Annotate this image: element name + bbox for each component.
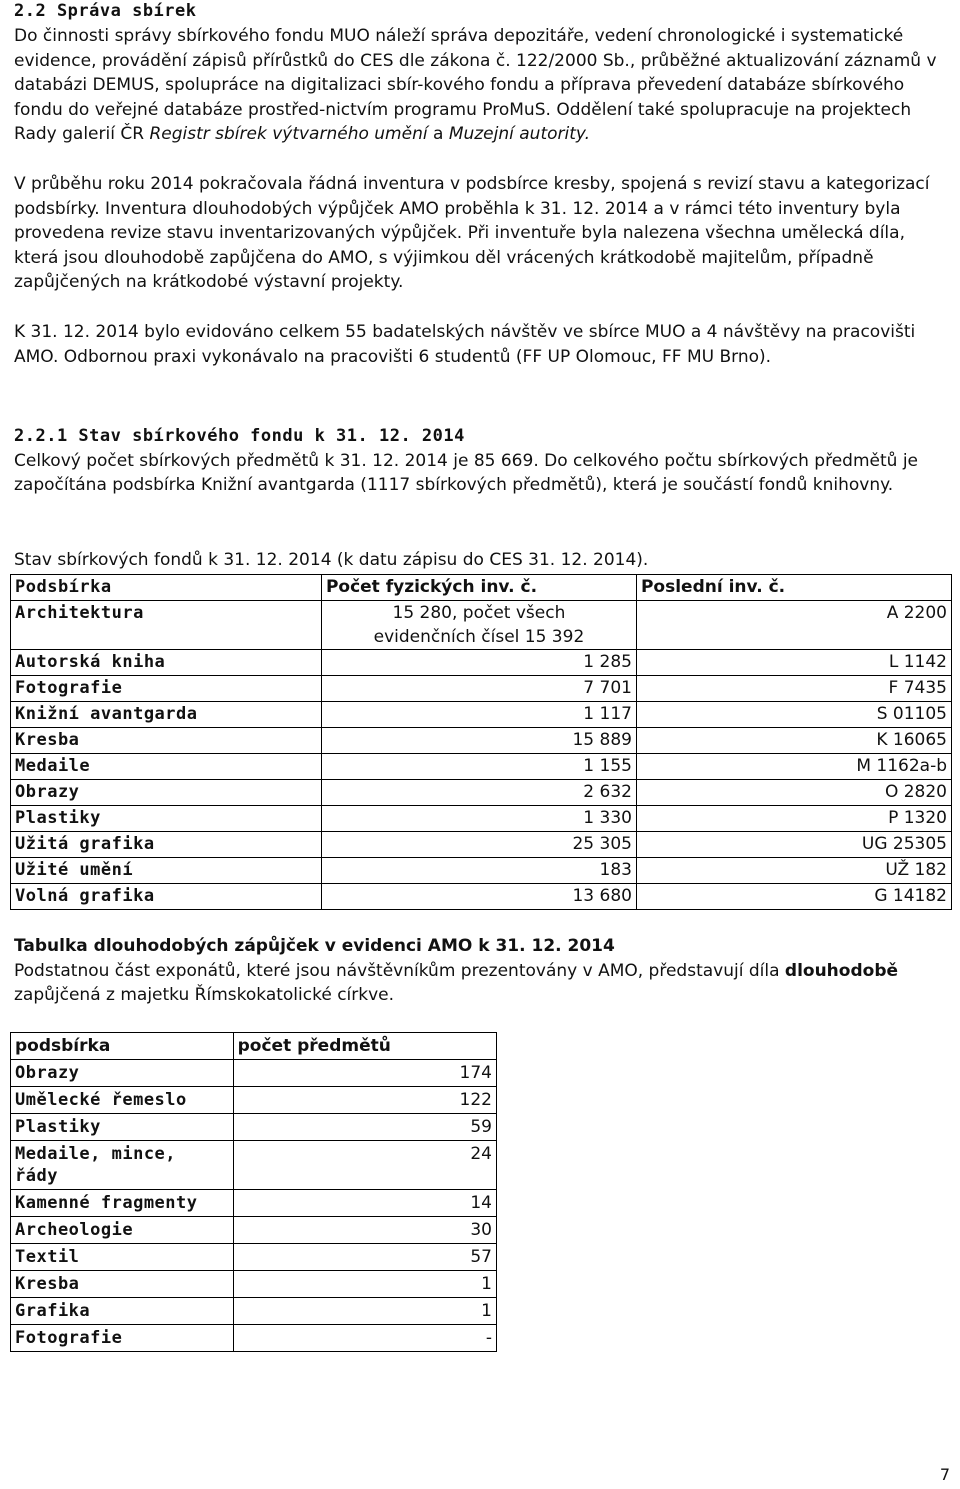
row-count: 1 155 bbox=[321, 754, 636, 780]
page-number: 7 bbox=[939, 1465, 950, 1484]
row-name: Užité umění bbox=[11, 858, 322, 884]
loans-text-a: Podstatnou část exponátů, které jsou návštěvníkům prezentovány v AMO, představují díla bbox=[14, 960, 780, 981]
row-last: F 7435 bbox=[636, 676, 951, 702]
header-subcollection: podsbírka bbox=[11, 1033, 234, 1060]
section-heading: 2.2 Správa sbírek bbox=[14, 1, 197, 21]
collection-table bbox=[10, 574, 952, 910]
row-last: L 1142 bbox=[636, 650, 951, 676]
row-name: Plastiky bbox=[11, 806, 322, 832]
row-count: 13 680 bbox=[321, 884, 636, 910]
paragraph-1-tail: Oddělení také spolupracuje na projektech Rady galerií ČR bbox=[14, 99, 912, 145]
row-name: Volná grafika bbox=[11, 884, 322, 910]
row-name: Kamenné fragmenty bbox=[11, 1190, 234, 1217]
table-row bbox=[11, 858, 952, 884]
row-count: 57 bbox=[233, 1244, 496, 1271]
table-row bbox=[11, 702, 952, 728]
table-row bbox=[11, 1190, 497, 1217]
row-name: Archeologie bbox=[11, 1217, 234, 1244]
table-row bbox=[11, 1087, 497, 1114]
subsection-heading: 2.2.1 Stav sbírkového fondu k 31. 12. 2014 bbox=[14, 426, 465, 446]
table-row bbox=[11, 806, 952, 832]
row-name: Obrazy bbox=[11, 780, 322, 806]
table-row bbox=[11, 1217, 497, 1244]
row-count: - bbox=[233, 1325, 496, 1352]
loans-text-b: dlouhodobě bbox=[784, 960, 899, 981]
row-name: Užitá grafika bbox=[11, 832, 322, 858]
row-last: UŽ 182 bbox=[636, 858, 951, 884]
table-row bbox=[11, 884, 952, 910]
table-row bbox=[11, 676, 952, 702]
table-row bbox=[11, 754, 952, 780]
table-row bbox=[11, 1271, 497, 1298]
row-count: 183 bbox=[321, 858, 636, 884]
authority-title: Muzejní autority. bbox=[448, 124, 591, 145]
row-count: 2 632 bbox=[321, 780, 636, 806]
table-row bbox=[11, 650, 952, 676]
table-row bbox=[11, 1141, 497, 1190]
row-name: Architektura bbox=[11, 601, 322, 650]
row-count-line1: 15 280, počet všech bbox=[392, 603, 566, 623]
header-podsbirka: Podsbírka bbox=[11, 575, 322, 601]
subsection-text: Celkový počet sbírkových předmětů k 31. 12. 2014 je 85 669. Do celkového počtu sbírkových předmětů je započítána podsbírka Knižní avantgarda (1117 sbírkových předmětů), která je součástí fondů knihovny. bbox=[14, 450, 919, 496]
table-row bbox=[11, 1060, 497, 1087]
row-name: Kresba bbox=[11, 1271, 234, 1298]
row-name: Fotografie bbox=[11, 676, 322, 702]
row-count: 25 305 bbox=[321, 832, 636, 858]
row-name: Umělecké řemeslo bbox=[11, 1087, 234, 1114]
header-last: Poslední inv. č. bbox=[636, 575, 951, 601]
row-name: Kresba bbox=[11, 728, 322, 754]
row-count bbox=[321, 601, 636, 650]
row-count: 1 330 bbox=[321, 806, 636, 832]
section-paragraph-2: V průběhu roku 2014 pokračovala řádná inventura v podsbírce kresby, spojená s revizí stavu a kategorizací podsbírky. Inventura dlouhodobých výpůjček AMO proběhla k 31. 12. 2014 a v rámci této inventury byla provedena revize stavu inventarizovaných výpůjček. Při inventuře byla nalezena všechna umělecká díla, která jsou dlouhodobě zapůjčena do AMO, s výjimkou děl vrácených krátkodobě majitelům, případně zapůjčených na krátkodobé výstavní projekty. bbox=[14, 174, 930, 293]
row-name: Knižní avantgarda bbox=[11, 702, 322, 728]
row-count: 59 bbox=[233, 1114, 496, 1141]
row-name: Plastiky bbox=[11, 1114, 234, 1141]
row-name: Textil bbox=[11, 1244, 234, 1271]
table-row bbox=[11, 832, 952, 858]
table-row bbox=[11, 601, 952, 650]
row-count: 174 bbox=[233, 1060, 496, 1087]
section-paragraph-1 bbox=[14, 24, 954, 147]
table-row bbox=[11, 780, 952, 806]
row-last: UG 25305 bbox=[636, 832, 951, 858]
section-paragraph-3: K 31. 12. 2014 bylo evidováno celkem 55 badatelských návštěv ve sbírce MUO a 4 návštěvy na pracovišti AMO. Odbornou praxi vykonávalo na pracovišti 6 studentů (FF UP Olomouc, FF MU Brno). bbox=[14, 322, 916, 367]
row-last: K 16065 bbox=[636, 728, 951, 754]
header-item-count: počet předmětů bbox=[233, 1033, 496, 1060]
row-count: 1 bbox=[233, 1271, 496, 1298]
loans-header-row bbox=[11, 1033, 497, 1060]
row-count-line2: evidenčních čísel 15 392 bbox=[373, 627, 585, 647]
row-count: 15 889 bbox=[321, 728, 636, 754]
row-last: P 1320 bbox=[636, 806, 951, 832]
row-name: Obrazy bbox=[11, 1060, 234, 1087]
row-count: 1 285 bbox=[321, 650, 636, 676]
header-count: Počet fyzických inv. č. bbox=[321, 575, 636, 601]
row-count: 24 bbox=[233, 1141, 496, 1190]
loans-heading: Tabulka dlouhodobých zápůjček v evidenci AMO k 31. 12. 2014 bbox=[14, 936, 615, 956]
row-last: A 2200 bbox=[636, 601, 951, 650]
loans-table bbox=[10, 1032, 497, 1352]
table-row bbox=[11, 1114, 497, 1141]
row-last: S 01105 bbox=[636, 702, 951, 728]
registry-title: Registr sbírek výtvarného umění bbox=[149, 124, 428, 145]
row-count: 122 bbox=[233, 1087, 496, 1114]
row-count: 30 bbox=[233, 1217, 496, 1244]
loans-text-c: zapůjčená z majetku Římskokatolické církve. bbox=[14, 985, 395, 1006]
row-name: Autorská kniha bbox=[11, 650, 322, 676]
subsection-block bbox=[14, 424, 954, 498]
table-caption: Stav sbírkových fondů k 31. 12. 2014 (k datu zápisu do CES 31. 12. 2014). bbox=[14, 550, 649, 570]
row-name: Fotografie bbox=[11, 1325, 234, 1352]
row-last: M 1162a-b bbox=[636, 754, 951, 780]
row-last: O 2820 bbox=[636, 780, 951, 806]
row-count: 7 701 bbox=[321, 676, 636, 702]
row-name: Grafika bbox=[11, 1298, 234, 1325]
row-count: 14 bbox=[233, 1190, 496, 1217]
table-header-row bbox=[11, 575, 952, 601]
table-row bbox=[11, 1244, 497, 1271]
table-row bbox=[11, 728, 952, 754]
row-count: 1 bbox=[233, 1298, 496, 1325]
row-name: Medaile, mince, řády bbox=[11, 1141, 234, 1190]
table-row bbox=[11, 1298, 497, 1325]
paragraph-1-text: Do činnosti správy sbírkového fondu MUO náleží správa depozitáře, vedení chronologické i systematické evidence, provádění zápisů přírůstků do CES dle zákona č. 122/2000 Sb., průběžné aktualizování záznamů v databázi DEMUS, spolupráce na digitalizaci sbír-kového fondu a příprava převedení databáze sbírkového fondu do veřejné databáze prostřed-nictvím programu ProMuS. bbox=[14, 26, 937, 120]
loans-block bbox=[14, 934, 954, 1008]
row-count: 1 117 bbox=[321, 702, 636, 728]
table-row bbox=[11, 1325, 497, 1352]
conjunction: a bbox=[432, 124, 444, 145]
row-name: Medaile bbox=[11, 754, 322, 780]
row-last: G 14182 bbox=[636, 884, 951, 910]
